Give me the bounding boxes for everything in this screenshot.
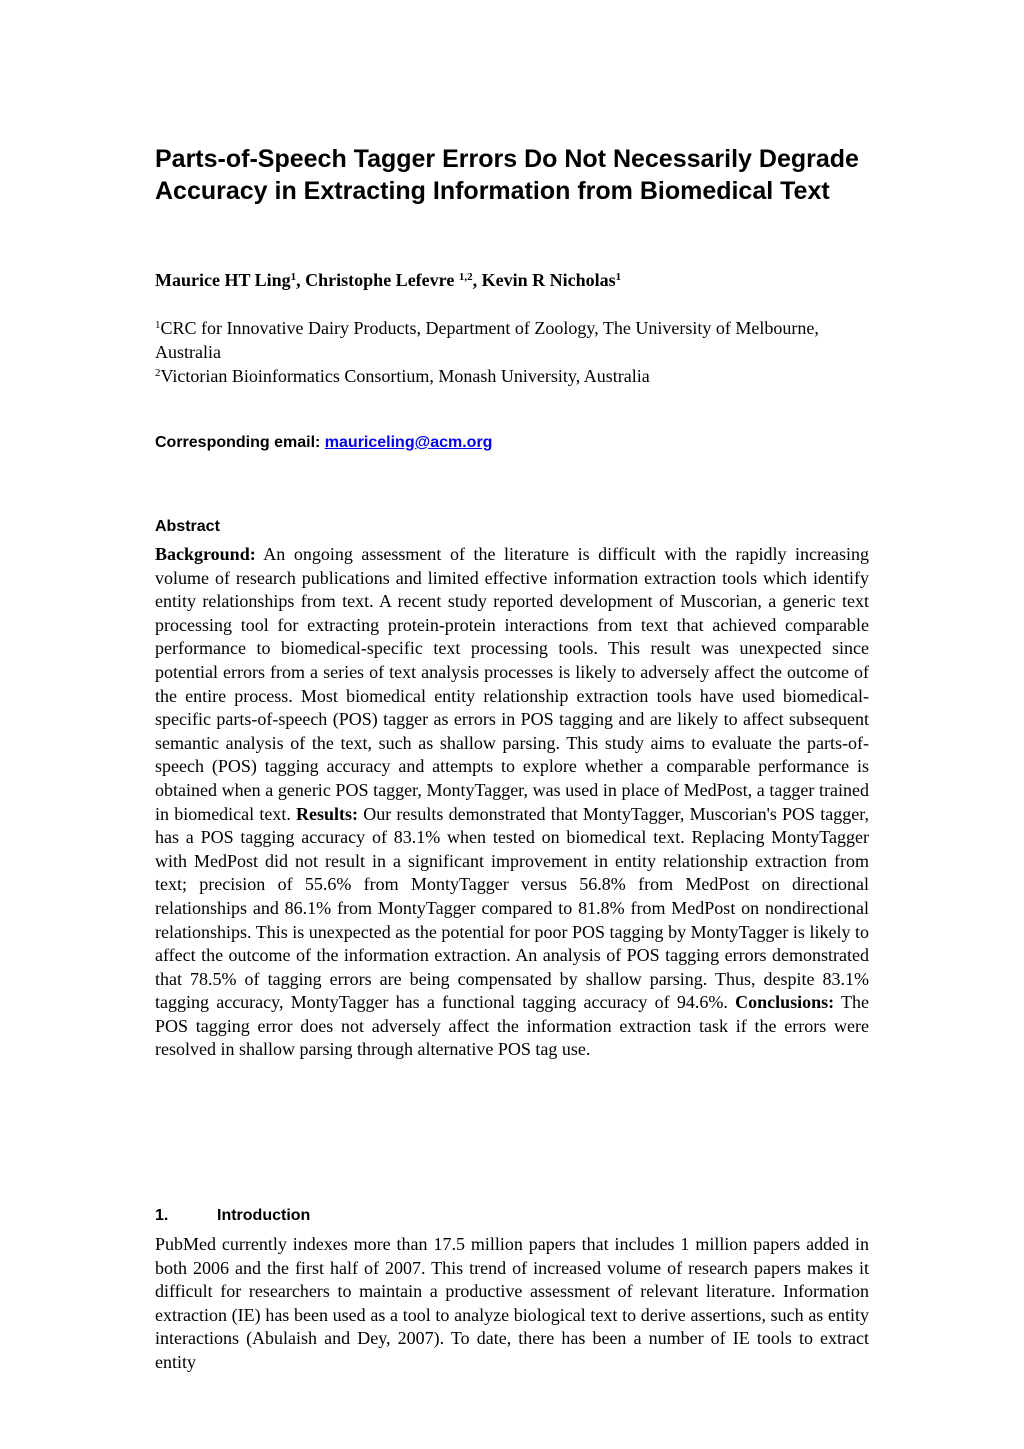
corresponding-email-label: Corresponding email: xyxy=(155,434,325,451)
introduction-heading xyxy=(155,1205,310,1227)
abstract-body xyxy=(155,543,869,1062)
background-label: Background: xyxy=(155,544,256,564)
affiliation-mark: 1 xyxy=(155,319,161,331)
author-separator: , xyxy=(472,270,482,290)
affiliation xyxy=(155,316,875,364)
author-name: Kevin R Nicholas xyxy=(481,270,616,290)
conclusions-label: Conclusions: xyxy=(735,992,835,1013)
affiliation-mark: 2 xyxy=(155,367,161,379)
author-name: Maurice HT Ling xyxy=(155,270,291,290)
corresponding-email xyxy=(155,432,492,454)
paper-title: Parts-of-Speech Tagger Errors Do Not Necessarily Degrade Accuracy in Extracting Information from Biomedical Text xyxy=(155,145,859,205)
section-number: 1. xyxy=(155,1207,169,1224)
email-link[interactable]: mauriceling@acm.org xyxy=(324,434,493,451)
author-affiliation-mark: 1 xyxy=(290,271,297,283)
results-label: Results: xyxy=(296,803,359,824)
author-affiliation-mark: 1,2 xyxy=(458,271,473,283)
author-list xyxy=(155,268,875,292)
author-affiliation-mark: 1 xyxy=(615,271,622,283)
conclusions-text: The POS tagging error does not adversely affect the information extraction task if the errors were resolved in shallow parsing through alternative POS tag use. xyxy=(155,992,869,1060)
affiliation-text: CRC for Innovative Dairy Products, Department of Zoology, The University of Melbourne, Australia xyxy=(155,318,819,362)
results-text: Our results demonstrated that MontyTagger, Muscorian's POS tagger, has a POS tagging accuracy of 83.1% when tested on biomedical text. Replacing MontyTagger with MedPost did not result in a significant improvement in entity relationship extraction from text; precision of 55.6% from MontyTagger versus 56.8% from MedPost on directional relationships and 86.1% from MontyTagger compared to 81.8% from MedPost on nondirectional relationships. This is unexpected as the potential for poor POS tagging by MontyTagger is likely to affect the outcome of the information extraction. An analysis of POS tagging errors demonstrated that 78.5% of tagging errors are being compensated by shallow parsing. Thus, despite 83.1% tagging accuracy, MontyTagger has a functional tagging accuracy of 94.6%. xyxy=(155,803,869,1013)
author-name: Christophe Lefevre xyxy=(305,270,459,290)
introduction-body: PubMed currently indexes more than 17.5 million papers that includes 1 million papers added in both 2006 and the first half of 2007. This trend of increased volume of research papers makes it difficult for researchers to maintain a productive assessment of relevant literature. Information extraction (IE) has been used as a tool to analyze biological text to derive assertions, such as entity interactions (Abulaish and Dey, 2007). To date, there has been a number of IE tools to extract entity xyxy=(155,1234,869,1372)
affiliation xyxy=(155,364,875,388)
background-text: An ongoing assessment of the literature is difficult with the rapidly increasing volume of research publications and limited effective information extraction tools which identify entity relationships from text. A recent study reported development of Muscorian, a generic text processing tool for extracting protein-protein interactions from text that achieved comparable performance to biomedical-specific text processing tools. This result was unexpected since potential errors from a series of text analysis processes is likely to adversely affect the outcome of the entire process. Most biomedical entity relationship extraction tools have used biomedical-specific parts-of-speech (POS) tagger as errors in POS tagging and are likely to affect subsequent semantic analysis of the text, such as shallow parsing. This study aims to evaluate the parts-of-speech (POS) tagging accuracy and attempts to explore whether a comparable performance is obtained when a generic POS tagger, MontyTagger, was used in place of MedPost, a tagger trained in biomedical text. xyxy=(155,544,869,824)
author-separator: , xyxy=(296,270,306,290)
abstract-heading: Abstract xyxy=(155,518,220,535)
section-title: Introduction xyxy=(217,1207,311,1224)
affiliation-text: Victorian Bioinformatics Consortium, Monash University, Australia xyxy=(160,366,650,386)
